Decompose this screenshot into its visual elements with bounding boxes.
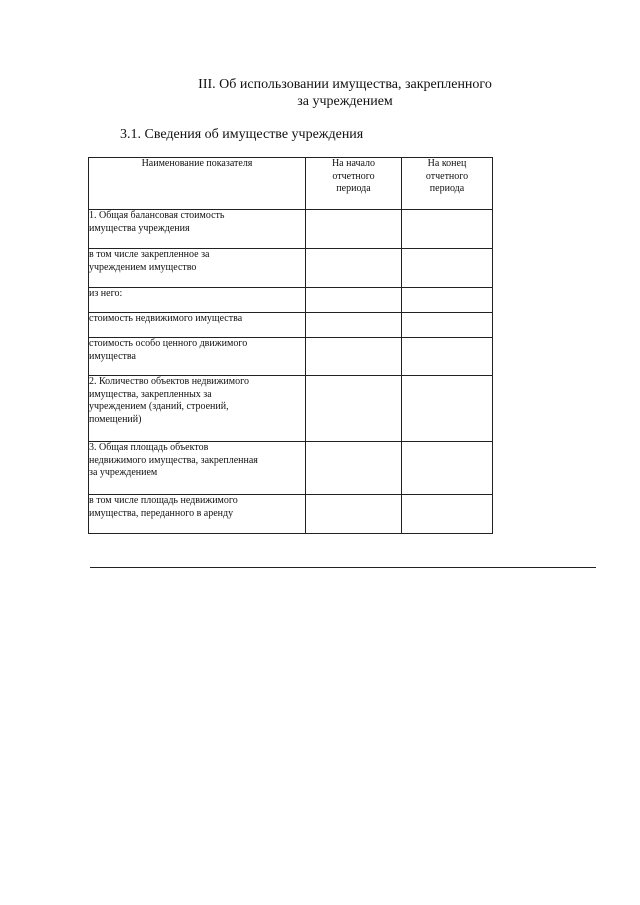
row-indicator-label bbox=[89, 288, 306, 313]
row-indicator-label bbox=[89, 376, 306, 442]
row-value-period-start bbox=[306, 495, 402, 534]
table-row bbox=[89, 442, 493, 495]
table-row bbox=[89, 210, 493, 249]
row-label-line: имущества bbox=[89, 350, 136, 362]
table-row bbox=[89, 495, 493, 534]
row-label-line: в том числе площадь недвижимого bbox=[89, 495, 238, 506]
row-value-period-start bbox=[306, 288, 402, 313]
row-value-period-start bbox=[306, 442, 402, 495]
table-row bbox=[89, 313, 493, 338]
row-indicator-label bbox=[89, 338, 306, 376]
footnote-divider bbox=[90, 567, 596, 568]
header-period-end bbox=[402, 158, 493, 210]
header-start-line1: На начало bbox=[331, 158, 376, 169]
property-table bbox=[88, 157, 493, 534]
row-value-period-start bbox=[306, 376, 402, 442]
row-value-period-end bbox=[402, 288, 493, 313]
row-label-line: стоимость недвижимого имущества bbox=[89, 313, 243, 324]
table-body bbox=[89, 210, 493, 534]
row-label-line: недвижимого имущества, закрепленная bbox=[89, 454, 258, 466]
row-indicator-label bbox=[89, 210, 306, 249]
header-indicator-name bbox=[89, 158, 306, 210]
row-value-period-start bbox=[306, 338, 402, 376]
row-label-line: учреждением имущество bbox=[89, 261, 197, 273]
row-value-period-end bbox=[402, 495, 493, 534]
table-row bbox=[89, 376, 493, 442]
row-value-period-end bbox=[402, 210, 493, 249]
row-label-line: помещений) bbox=[89, 413, 142, 425]
row-value-period-start bbox=[306, 249, 402, 288]
row-label-line: 1. Общая балансовая стоимость bbox=[89, 210, 225, 221]
row-label-line: 2. Количество объектов недвижимого bbox=[89, 376, 249, 387]
section-title-line1: III. Об использовании имущества, закрепленного bbox=[198, 77, 492, 92]
row-indicator-label bbox=[89, 442, 306, 495]
table-row bbox=[89, 288, 493, 313]
row-label-line: в том числе закрепленное за bbox=[89, 249, 210, 260]
section-title bbox=[0, 76, 640, 110]
subsection-title: 3.1. Сведения об имуществе учреждения bbox=[120, 127, 364, 142]
header-start-line2: отчетного bbox=[332, 170, 375, 182]
row-label-line: имущества, переданного в аренду bbox=[89, 507, 234, 519]
row-value-period-start bbox=[306, 313, 402, 338]
header-end-line2: отчетного bbox=[425, 170, 469, 182]
row-value-period-end bbox=[402, 249, 493, 288]
row-value-period-start bbox=[306, 210, 402, 249]
section-title-line2: за учреждением bbox=[297, 94, 393, 109]
header-start-line3: периода bbox=[336, 183, 371, 194]
row-label-line: 3. Общая площадь объектов bbox=[89, 442, 209, 453]
table-row bbox=[89, 249, 493, 288]
row-indicator-label bbox=[89, 313, 306, 338]
row-label-line: стоимость особо ценного движимого bbox=[89, 338, 248, 349]
row-value-period-end bbox=[402, 313, 493, 338]
table-header-row bbox=[89, 158, 493, 210]
row-value-period-end bbox=[402, 442, 493, 495]
header-end-line3: периода bbox=[429, 183, 465, 194]
row-label-line: из него: bbox=[89, 288, 123, 299]
row-label-line: учреждением (зданий, строений, bbox=[89, 401, 229, 412]
header-indicator-name-text: Наименование показателя bbox=[141, 158, 253, 169]
row-value-period-end bbox=[402, 338, 493, 376]
row-label-line: за учреждением bbox=[89, 467, 158, 478]
row-value-period-end bbox=[402, 376, 493, 442]
row-label-line: имущества, закрепленных за bbox=[89, 388, 212, 400]
header-end-line1: На конец bbox=[427, 158, 467, 169]
row-indicator-label bbox=[89, 249, 306, 288]
table-row bbox=[89, 338, 493, 376]
header-period-start bbox=[306, 158, 402, 210]
row-label-line: имущества учреждения bbox=[89, 222, 190, 234]
row-indicator-label bbox=[89, 495, 306, 534]
